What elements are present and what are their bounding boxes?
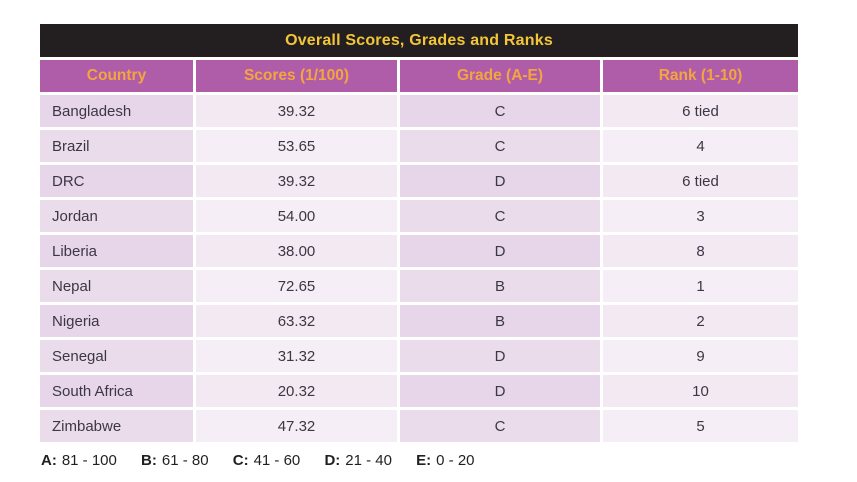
legend-grade-range: 41 - 60 [253, 452, 301, 469]
legend-item-e [416, 452, 474, 469]
legend-item-c [233, 452, 301, 469]
cell-rank: 2 [603, 305, 798, 337]
column-header-scores: Scores (1/100) [196, 60, 397, 92]
cell-score: 38.00 [196, 235, 397, 267]
cell-score: 53.65 [196, 130, 397, 162]
table-title-bar [40, 24, 798, 57]
table-grid [40, 60, 798, 442]
cell-country: DRC [40, 165, 193, 197]
cell-score: 31.32 [196, 340, 397, 372]
legend-grade-range: 61 - 80 [161, 452, 209, 469]
cell-country: Nepal [40, 270, 193, 302]
cell-rank: 6 tied [603, 165, 798, 197]
cell-grade: C [400, 200, 600, 232]
cell-rank: 6 tied [603, 95, 798, 127]
cell-rank: 5 [603, 410, 798, 442]
legend-grade-label: D: [324, 452, 341, 469]
cell-rank: 3 [603, 200, 798, 232]
legend-item-d [324, 452, 392, 469]
legend-grade-range: 21 - 40 [345, 452, 392, 469]
cell-country: Brazil [40, 130, 193, 162]
cell-score: 39.32 [196, 165, 397, 197]
cell-grade: D [400, 375, 600, 407]
cell-rank: 8 [603, 235, 798, 267]
cell-score: 39.32 [196, 95, 397, 127]
legend-grade-label: B: [141, 452, 157, 469]
legend-grade-range: 0 - 20 [436, 452, 475, 469]
cell-country: Liberia [40, 235, 193, 267]
legend-grade-label: C: [232, 452, 249, 469]
cell-grade: C [400, 95, 600, 127]
cell-score: 63.32 [196, 305, 397, 337]
cell-rank: 1 [603, 270, 798, 302]
cell-rank: 9 [603, 340, 798, 372]
cell-country: Zimbabwe [40, 410, 193, 442]
cell-score: 47.32 [196, 410, 397, 442]
legend-item-b [141, 452, 209, 469]
cell-grade: C [400, 130, 600, 162]
cell-country: Senegal [40, 340, 193, 372]
legend-grade-range: 81 - 100 [61, 452, 117, 469]
column-header-grade: Grade (A-E) [400, 60, 600, 92]
cell-grade: B [400, 305, 600, 337]
cell-rank: 10 [603, 375, 798, 407]
cell-country: Bangladesh [40, 95, 193, 127]
legend-grade-label: A: [41, 452, 57, 469]
table-title: Overall Scores, Grades and Ranks [285, 31, 553, 49]
cell-grade: D [400, 235, 600, 267]
column-header-country: Country [40, 60, 193, 92]
cell-score: 54.00 [196, 200, 397, 232]
legend-item-a [41, 452, 117, 469]
cell-country: Jordan [40, 200, 193, 232]
legend-grade-label: E: [416, 452, 432, 469]
column-header-rank: Rank (1-10) [603, 60, 798, 92]
scores-table [40, 24, 798, 442]
cell-country: Nigeria [40, 305, 193, 337]
cell-country: South Africa [40, 375, 193, 407]
cell-rank: 4 [603, 130, 798, 162]
cell-grade: C [400, 410, 600, 442]
cell-grade: B [400, 270, 600, 302]
cell-grade: D [400, 165, 600, 197]
cell-score: 20.32 [196, 375, 397, 407]
grade-legend [41, 452, 495, 469]
cell-grade: D [400, 340, 600, 372]
cell-score: 72.65 [196, 270, 397, 302]
